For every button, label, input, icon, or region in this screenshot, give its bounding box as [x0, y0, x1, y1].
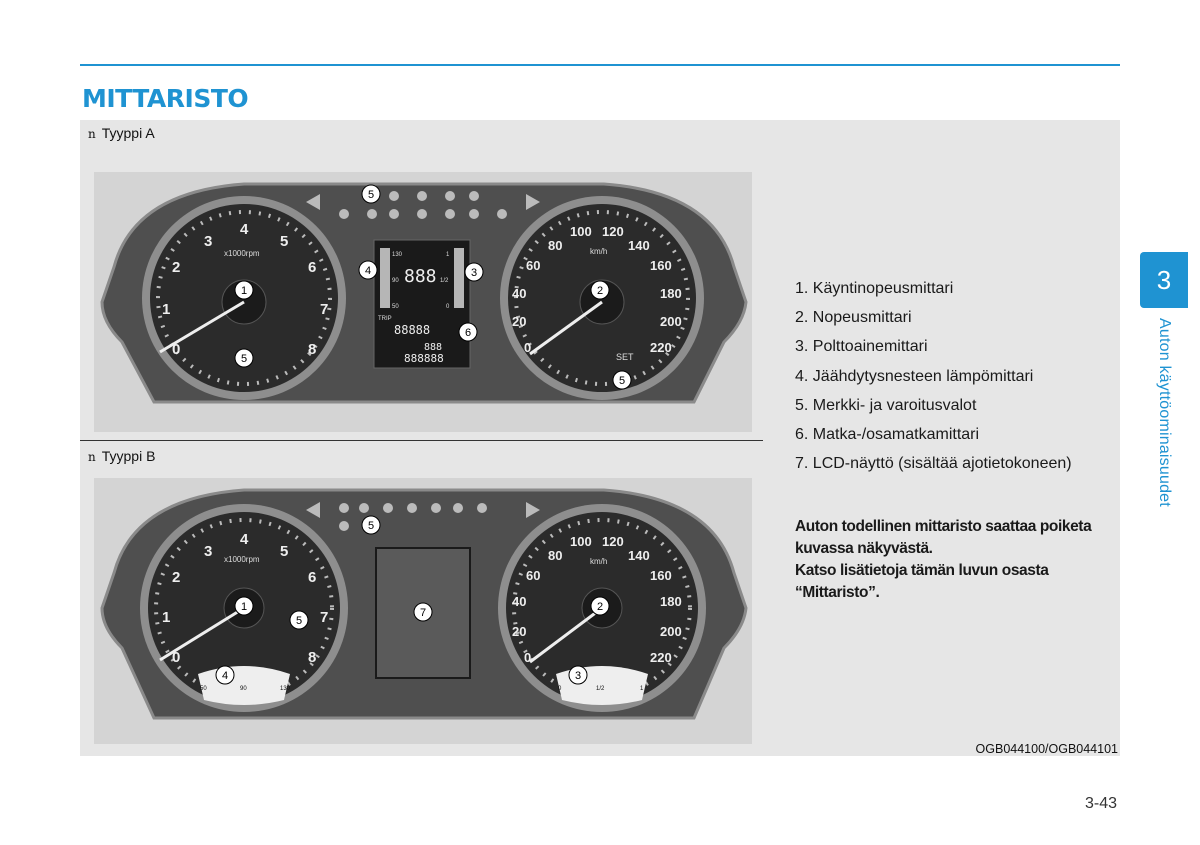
- speed-label-140: 140: [628, 548, 650, 563]
- tach-label-7: 7: [320, 609, 329, 626]
- warning-icon: [367, 209, 377, 219]
- tach-label-7: 7: [320, 301, 329, 318]
- fuel-full-a: 1: [446, 252, 450, 258]
- type-a-text: Tyyppi A: [101, 125, 155, 141]
- type-b-text: Tyyppi B: [101, 448, 156, 464]
- note-box: [795, 516, 1125, 604]
- bullet-marker: n: [88, 450, 96, 464]
- legend-item: 2. Nopeusmittari: [795, 309, 912, 327]
- lcd-small: 888: [424, 342, 443, 353]
- callout-2: 2: [596, 285, 604, 297]
- tach-label-4: 4: [240, 531, 249, 548]
- speed-label-60: 60: [526, 568, 541, 583]
- top-rule: [80, 64, 1120, 66]
- figure-divider: [80, 440, 763, 441]
- tachometer: [142, 196, 346, 400]
- legend-item: 7. LCD-näyttö (sisältää ajotietokoneen): [795, 455, 1072, 473]
- page-number: 3-43: [1084, 795, 1117, 812]
- tachometer-b: [140, 504, 348, 712]
- legend-list: [795, 274, 1072, 478]
- speed-label-180: 180: [660, 286, 682, 301]
- speed-label-0: 0: [524, 650, 532, 665]
- cruise-set-label: SET: [616, 352, 634, 362]
- speed-unit: km/h: [590, 247, 608, 256]
- warning-icon: [359, 503, 369, 513]
- callout-5: 5: [618, 375, 626, 387]
- speed-label-200: 200: [660, 624, 682, 639]
- warning-icon: [339, 521, 349, 531]
- speed-label-40: 40: [512, 286, 527, 301]
- fuel-half-b: 1/2: [596, 686, 605, 692]
- tach-label-5: 5: [280, 233, 289, 250]
- lcd-odo2: 888888: [404, 352, 444, 365]
- legend-item: 5. Merkki- ja varoitusvalot: [795, 396, 977, 414]
- speedometer: [500, 196, 704, 400]
- fuel-empty-a: 0: [446, 304, 450, 310]
- temp-low-a: 50: [392, 304, 399, 310]
- tach-label-6: 6: [308, 569, 317, 586]
- tach-label-4: 4: [240, 221, 249, 238]
- legend-item: 6. Matka-/osamatkamittari: [795, 426, 980, 444]
- tach-label-0: 0: [172, 649, 181, 666]
- callout-6: 6: [464, 327, 472, 339]
- temp-mid-a: 90: [392, 278, 399, 284]
- speed-label-80: 80: [548, 238, 563, 253]
- tach-label-2: 2: [172, 259, 181, 276]
- type-a-label: [88, 125, 155, 141]
- temp-low-b: 50: [200, 686, 207, 692]
- speed-label-140: 140: [628, 238, 650, 253]
- speed-label-180: 180: [660, 594, 682, 609]
- warning-icon: [407, 503, 417, 513]
- warning-icon: [339, 209, 349, 219]
- warning-icon: [417, 191, 427, 201]
- warning-icon: [445, 191, 455, 201]
- legend-item: 4. Jäähdytysnesteen lämpömittari: [795, 367, 1034, 385]
- page-title: MITTARISTO: [82, 84, 249, 113]
- warning-icon: [497, 209, 507, 219]
- tach-label-6: 6: [308, 259, 317, 276]
- callout-5: 5: [367, 520, 375, 532]
- tach-label-8: 8: [308, 649, 317, 666]
- legend-item: 3. Polttoainemittari: [795, 338, 928, 356]
- speed-label-60: 60: [526, 258, 541, 273]
- chapter-tab: 3: [1140, 252, 1188, 308]
- tach-label-1: 1: [162, 301, 171, 318]
- callout-1: 1: [240, 601, 248, 613]
- bullet-marker: n: [88, 127, 96, 141]
- speed-label-160: 160: [650, 258, 672, 273]
- speed-label-20: 20: [512, 314, 527, 329]
- speed-label-220: 220: [650, 650, 672, 665]
- callout-5: 5: [367, 189, 375, 201]
- temp-high-a: 130: [392, 252, 403, 258]
- speed-label-120: 120: [602, 224, 624, 239]
- warning-icon: [431, 503, 441, 513]
- instrument-cluster-type-b: [94, 478, 752, 744]
- tach-unit: x1000rpm: [224, 249, 260, 258]
- speed-label-80: 80: [548, 548, 563, 563]
- callout-7: 7: [419, 607, 427, 619]
- warning-icon: [383, 503, 393, 513]
- tach-label-8: 8: [308, 341, 317, 358]
- tach-unit: x1000rpm: [224, 555, 260, 564]
- speed-label-200: 200: [660, 314, 682, 329]
- speed-label-0: 0: [524, 340, 532, 355]
- fuel-empty-b: 0: [558, 686, 562, 692]
- callout-1: 1: [240, 285, 248, 297]
- tach-label-2: 2: [172, 569, 181, 586]
- speed-unit: km/h: [590, 557, 608, 566]
- chapter-title: Auton käyttöominaisuudet: [1156, 318, 1173, 507]
- lcd-odo: 88888: [394, 323, 431, 337]
- speed-label-20: 20: [512, 624, 527, 639]
- speed-label-160: 160: [650, 568, 672, 583]
- note-line-2: Katso lisätietoja tämän luvun osasta “Mittaristo”.: [795, 562, 1049, 601]
- warning-icon: [417, 209, 427, 219]
- speed-label-40: 40: [512, 594, 527, 609]
- lcd-speed-digits: 888: [404, 266, 437, 287]
- tach-label-3: 3: [204, 543, 213, 560]
- warning-icon: [477, 503, 487, 513]
- warning-icon: [339, 503, 349, 513]
- tach-label-3: 3: [204, 233, 213, 250]
- warning-icon: [469, 191, 479, 201]
- center-lcd-a: [359, 240, 483, 368]
- tach-label-1: 1: [162, 609, 171, 626]
- speedometer-b: [498, 504, 706, 712]
- warning-icon: [469, 209, 479, 219]
- legend-item: 1. Käyntinopeusmittari: [795, 280, 954, 297]
- instrument-cluster-type-a: [94, 172, 752, 432]
- temp-mid-b: 90: [240, 686, 247, 692]
- callout-4: 4: [221, 670, 229, 682]
- callout-5: 5: [240, 353, 248, 365]
- note-line-1: Auton todellinen mittaristo saattaa poiketa kuvassa näkyvästä.: [795, 518, 1092, 557]
- warning-icon: [445, 209, 455, 219]
- lcd-trip-label: TRIP: [378, 316, 392, 322]
- callout-4: 4: [364, 265, 372, 277]
- tach-label-0: 0: [172, 341, 181, 358]
- callout-2: 2: [596, 601, 604, 613]
- speed-label-100: 100: [570, 224, 592, 239]
- fuel-half-a: 1/2: [440, 278, 449, 284]
- callout-3: 3: [574, 670, 582, 682]
- temp-high-b: 130: [280, 686, 291, 692]
- warning-icon: [389, 191, 399, 201]
- warning-icon: [453, 503, 463, 513]
- tach-label-5: 5: [280, 543, 289, 560]
- speed-label-220: 220: [650, 340, 672, 355]
- speed-label-120: 120: [602, 534, 624, 549]
- warning-icon: [389, 209, 399, 219]
- speed-label-100: 100: [570, 534, 592, 549]
- figure-code: OGB044100/OGB044101: [975, 742, 1118, 756]
- type-b-label: [88, 448, 155, 464]
- fuel-full-b: 1: [640, 686, 644, 692]
- callout-5: 5: [295, 615, 303, 627]
- callout-3: 3: [470, 267, 478, 279]
